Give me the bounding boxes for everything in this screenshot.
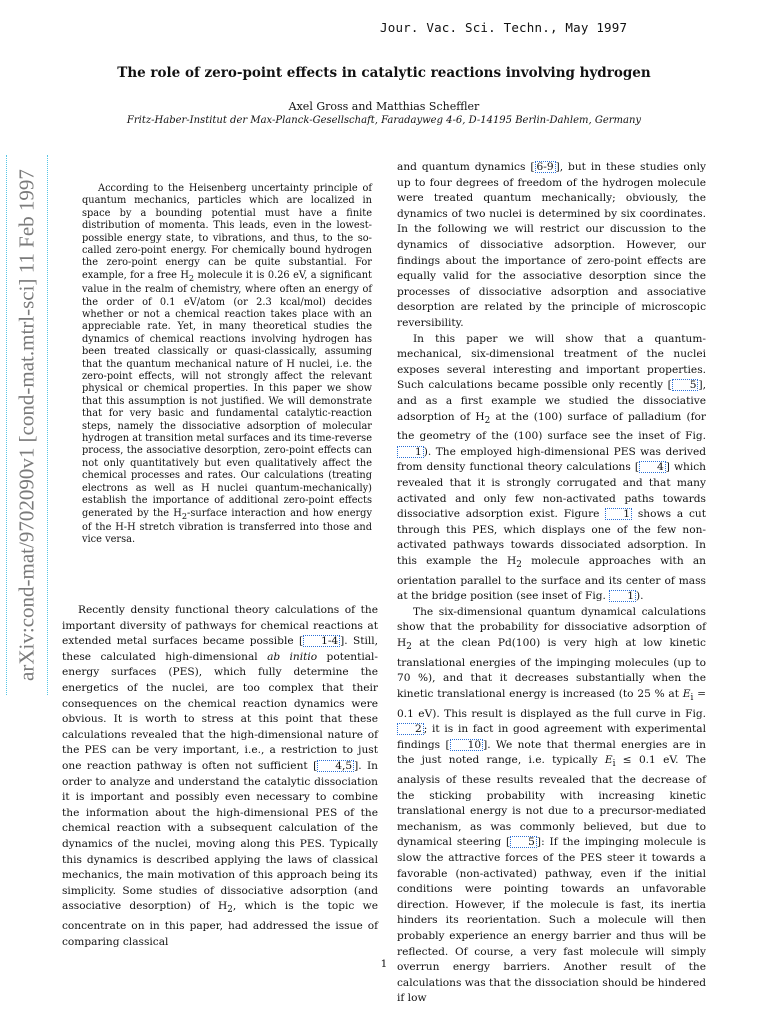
subscript: 2 xyxy=(484,415,491,426)
introduction-column xyxy=(62,603,378,950)
text-run: . We note that thermal energies are in the just noted range, i.e. typically xyxy=(397,738,706,767)
right-paragraph-1: and quantum dynamics [ 6-9 ], but in these studies only up to four degrees of freedom of the hydrogen molecule were treated quantum mechanically; obviously, the dynamics of two nuclei is determined by six coordinates. In the following we will restrict our discussion to the dynamics of dissociative adsorption. However, our findings about the importance of zero-point effects are equally valid for the associative desorption since the processes of dissociative adsorption and associative desorption are related by the principle of microscopic reversibility. xyxy=(397,161,706,329)
text-run: potential-energy surfaces (PES), which fully determine the energetics of the nuclei, are too complex that their consequences on the chemical reaction dynamics were obvious. It is worth to stress at this point that these calculations revealed that the high-dimensional nature of the PES can be very important, i.e., a restriction to just one reaction pathway is often not sufficient xyxy=(62,650,378,772)
figure-link[interactable]: 1 xyxy=(397,446,424,458)
citation-link[interactable]: 4,5 xyxy=(317,760,354,772)
text-run: at the (100) surface of palladium (for the geometry of the (100) surface see the inset of Fig. xyxy=(397,410,706,443)
subscript: 2 xyxy=(188,272,195,283)
abstract xyxy=(82,183,372,547)
citation-link[interactable]: 1-4 xyxy=(303,635,340,647)
subscript: i xyxy=(612,759,616,770)
italic-run: E xyxy=(682,687,691,700)
citation-link[interactable]: 10 xyxy=(450,739,483,751)
right-paragraph-3: The six-dimensional quantum dynamical calculations show that the probability for dissociative adsorption of $H_2$ at the clean Pd(100) is very high at low kinetic translational energies of the impinging molecules (up to 70 %), and that it decreases substantially when the kinetic translational energy is increased (to 25 % at $E_i = 0.1$ eV). This result is displayed as the full curve in Fig. 2 ; it is in fact in good agreement with experimental findings [ 10 ]. We note that thermal energies are in the just noted range, i.e. typically $E_i \le 0.1$ eV. The analysis of these results revealed that the decrease of the sticking probability with increasing kinetic translational energy is not due to a precursor-mediated mechanism, as was commonly believed, but due to dynamical steering [ 5 ]: If the impinging molecule is slow the attractive forces of the PES steer it towards a favorable (non-activated) pathway, even if the initial conditions were pointing towards an unfavorable direction. However, if the molecule is fast, its inertia hinders its reorientation. Such a molecule will then probably experience an energy barrier and thus will be reflected. Of course, a very fast molecule will simply overrun energy barriers. Another result of the calculations was that the dissociation should be hindered if low xyxy=(397,605,706,1005)
subscript: 2 xyxy=(406,642,412,653)
subscript: 2 xyxy=(516,560,522,571)
right-paragraph-2: In this paper we will show that a quantum-mechanical, six-dimensional treatment of the nuclei exposes several interesting and important properties. Such calculations became possible only recently [ 5 ], and as a first example we studied the dissociative adsorption of $H_2$ at the (100) surface of palladium (for the geometry of the (100) surface see the inset of Fig. 1 ). The employed high-dimensional PES was derived from density functional theory calculations [ 4 ] which revealed that it is strongly corrugated and that many activated and only few non-activated paths towards dissociative adsorption exist. Figure 1 shows a cut through this PES, which displays one of the few non-activated pathways towards dissociated adsorption. In this example the $H_2$ molecule approaches with an orientation parallel to the surface and its center of mass at the bridge position (see inset of Fig. 1 ). xyxy=(397,332,707,603)
subscript: 2 xyxy=(181,510,188,521)
page-number: 1 xyxy=(380,958,388,970)
text-run: : If the impinging molecule is slow the attractive forces of the PES steer it towards a favorable (non-activated) pathway, even if the initial conditions were pointing towards an unfavorable direction. However, if the molecule is fast, its inertia hinders its reorientation. Such a molecule will then probably experience an energy barrier and thus will be reflected. Of course, a very fast molecule will simply overrun energy barriers. Another result of the calculations was that the dissociation should be hindered if low xyxy=(397,836,706,1005)
text-run: at the clean Pd(100) is very high at low kinetic translational energies of the impinging molecules (up to 70 %), and that it decreases substantially when the kinetic translational energy is increased (to 25 % at xyxy=(397,637,706,700)
figure-link[interactable]: 2 xyxy=(397,723,424,735)
citation-link[interactable]: 5 xyxy=(672,379,699,391)
paper-affiliation: Fritz-Haber-Institut der Max-Planck-Gesellschaft, Faradayweg 4-6, D-14195 Berlin-Dahlem, Germany xyxy=(126,115,642,126)
paper-title: The role of zero-point effects in catalytic reactions involving hydrogen xyxy=(117,65,651,81)
figure-link[interactable]: 1 xyxy=(609,590,636,602)
text-run: . In order to analyze and understand the catalytic dissociation it is important and possibly even necessary to combine the information about the high-dimensional PES of the chemical reaction with a subsequent calculation of the dynamics of the nuclei, moving along this PES. Typically this dynamics is described applying the laws of classical mechanics, the main motivation of this approach being its simplicity. Some studies of dissociative adsorption (and associative desorption) of H xyxy=(62,759,379,913)
intro-paragraph: Recently density functional theory calculations of the important diversity of pathways for chemical reactions at extended metal surfaces became possible [ 1-4 ]. Still, these calculated high-dimensional ab initio potential-energy surfaces (PES), which fully determine the energetics of the nuclei, are too complex that their consequences on the chemical reaction dynamics were obvious. It is worth to stress at this point that these calculations revealed that the high-dimensional nature of the PES can be very important, i.e., a restriction to just one reaction pathway is often not sufficient [ 4,5 ]. In order to analyze and understand the catalytic dissociation it is important and possibly even necessary to combine the information about the high-dimensional PES of the chemical reaction with a subsequent calculation of the dynamics of the nuclei, moving along this PES. Typically this dynamics is described applying the laws of classical mechanics, the main motivation of this approach being its simplicity. Some studies of dissociative adsorption (and associative desorption) of $H_2$, which is the topic we concentrate on in this paper, had addressed the issue of comparing classical xyxy=(62,604,379,948)
italic-run: ab initio xyxy=(267,650,318,663)
text-run: and quantum dynamics xyxy=(397,161,531,173)
text-run: In this paper we will show that a quantum-mechanical, six-dimensional treatment of the nuclei exposes several interesting and important properties. Such calculations became possible only recently xyxy=(397,332,706,392)
text-run: -surface interaction and how energy of the H-H stretch vibration is transferred into those and vice versa. xyxy=(82,507,372,546)
text-run: which revealed that it is strongly corrugated and that many activated and only few non-activated paths towards dissociative adsorption exist. Figure xyxy=(397,461,706,521)
subscript: 2 xyxy=(227,905,233,916)
text-run: ). The employed high-dimensional PES was derived from density functional theory calculations xyxy=(397,445,706,474)
text-run: ). xyxy=(635,590,644,603)
text-run: , which is the topic we concentrate on in this paper, had addressed the issue of comparing classical xyxy=(62,900,378,948)
citation-link[interactable]: 6-9 xyxy=(536,161,554,173)
subscript: i xyxy=(690,693,694,704)
text-run: , and as a first example we studied the dissociative adsorption of H xyxy=(397,379,706,423)
arxiv-identifier: arXiv:cond-mat/9702090v1 [cond-mat.mtrl-sci] 11 Feb 1997 xyxy=(14,169,39,681)
text-run: molecule approaches with an orientation parallel to the surface and its center of mass at the bridge position (see inset of Fig. xyxy=(397,554,707,603)
text-run: shows a cut through this PES, which displays one of the few non-activated pathways towards dissociated adsorption. In this example the H xyxy=(397,508,707,567)
text-run: , but in these studies only up to four degrees of freedom of the hydrogen molecule were treated quantum mechanically; obviously, the dynamics of two nuclei is determined by six coordinates. In the following we will restrict our discussion to the dynamics of dissociative adsorption. However, our findings about the importance of zero-point effects are equally valid for the associative desorption since the processes of dissociative adsorption and associative desorption are related by the principle of microscopic reversibility. xyxy=(397,161,706,329)
text-run: = 0.1 eV). This result is displayed as the full curve in Fig. xyxy=(397,687,706,720)
italic-run: E xyxy=(604,754,613,767)
text-run: According to the Heisenberg uncertainty principle of quantum mechanics, particles which are localized in space by a bounding potential must have a finite distribution of momenta. This leads, even in the lowest-possible energy state, to vibrations, and thus, to the so-called zero-point energy. For chemically bound hydrogen the zero-point energy can be quite substantial. For example, for a free H xyxy=(82,183,372,281)
text-run: . Still, these calculated high-dimensional xyxy=(62,635,379,663)
journal-header: Jour. Vac. Sci. Techn., May 1997 xyxy=(380,20,628,35)
right-column xyxy=(397,160,706,1007)
text-run: ≤ 0.1 eV. The analysis of these results revealed that the decrease of the sticking probability with increasing kinetic translational energy is not due to a precursor-mediated mechanism, as was commonly believed, but due to dynamical steering xyxy=(397,754,706,849)
text-run: ; it is in fact in good agreement with experimental findings xyxy=(397,723,706,751)
figure-link[interactable]: 1 xyxy=(605,508,632,520)
citation-link[interactable]: 5 xyxy=(510,836,537,848)
text-run: Recently density functional theory calculations of the important diversity of pathways for chemical reactions at extended metal surfaces became possible xyxy=(62,604,378,648)
text-run: The six-dimensional quantum dynamical calculations show that the probability for dissociative adsorption of H xyxy=(397,605,706,650)
citation-link[interactable]: 4 xyxy=(639,461,666,473)
abstract-paragraph xyxy=(82,183,372,547)
arxiv-sidebar-link[interactable] xyxy=(6,155,48,695)
text-run: molecule it is 0.26 eV, a significant value in the realm of chemistry, where often an energy of the order of 0.1 eV/atom (or 2.3 kcal/mol) decides whether or not a chemical reaction takes place with an appreciable rate. Yet, in many theoretical studies the dynamics of chemical reactions involving hydrogen has been treated classically or quasi-classically, assuming that the quantum mechanical nature of H nuclei, i.e. the zero-point effects, will not strongly affect the relevant physical or chemical properties. In this paper we show that this assumption is not justified. We will demonstrate that for very basic and fundamental catalytic-reaction steps, namely the dissociative adsorption of molecular hydrogen at transition metal surfaces and its time-reverse process, the associative desorption, zero-point effects can not only quantitatively but even qualitatively affect the chemical processes and rates. Our calculations (treating electrons as well as H nuclei quantum-mechanically) establish the importance of additional zero-point effects generated by the H xyxy=(82,269,372,519)
paper-authors: Axel Gross and Matthias Scheffler xyxy=(288,100,480,113)
